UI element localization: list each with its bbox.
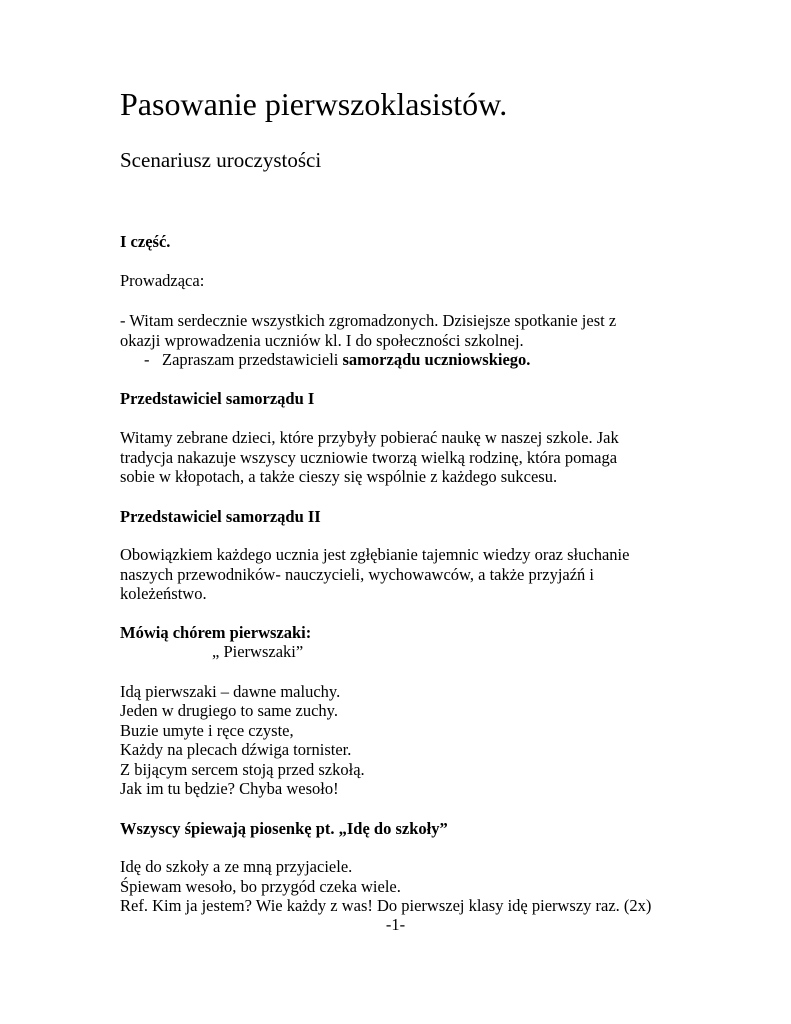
rep2-line-1: Obowiązkiem każdego ucznia jest zgłębianie tajemnic wiedzy oraz słuchanie: [120, 545, 630, 564]
part-heading: I część.: [120, 232, 171, 251]
poem-line-5: Z bijącym sercem stoją przed szkołą.: [120, 760, 365, 779]
rep2-line-2: naszych przewodników- nauczycieli, wychowawców, a także przyjaźń i: [120, 565, 595, 584]
rep1-line-1: Witamy zebrane dzieci, które przybyły pobierać naukę w naszej szkole. Jak: [120, 428, 619, 447]
document-subtitle: Scenariusz uroczystości: [120, 148, 322, 172]
intro-line-2: okazji wprowadzenia uczniów kl. I do społeczności szkolnej.: [120, 331, 524, 350]
rep1-heading: Przedstawiciel samorządu I: [120, 389, 315, 408]
poem-title: „ Pierwszaki”: [212, 642, 304, 661]
document-title: Pasowanie pierwszoklasistów.: [120, 86, 508, 122]
bullet-dash: -: [144, 350, 150, 369]
rep2-heading: Przedstawiciel samorządu II: [120, 507, 321, 526]
bullet-bold-text: samorządu uczniowskiego.: [342, 350, 531, 369]
intro-line-1: - Witam serdecznie wszystkich zgromadzonych. Dzisiejsze spotkanie jest z: [120, 311, 617, 330]
rep2-line-3: koleżeństwo.: [120, 584, 207, 603]
bullet-text: Zapraszam przedstawicieli: [162, 350, 343, 369]
page-number: -1-: [385, 915, 406, 934]
song-line-1: Idę do szkoły a ze mną przyjaciele.: [120, 857, 353, 876]
chorus-heading: Mówią chórem pierwszaki:: [120, 623, 312, 642]
bullet-content: [162, 350, 530, 370]
song-heading: Wszyscy śpiewają piosenkę pt. „Idę do szkoły”: [120, 819, 448, 838]
song-line-3: Ref. Kim ja jestem? Wie każdy z was! Do pierwszej klasy idę pierwszy raz. (2x): [120, 896, 652, 915]
poem-line-2: Jeden w drugiego to same zuchy.: [120, 701, 338, 720]
rep1-line-3: sobie w kłopotach, a także cieszy się wspólnie z każdego sukcesu.: [120, 467, 558, 486]
song-line-2: Śpiewam wesoło, bo przygód czeka wiele.: [120, 877, 401, 896]
rep1-line-2: tradycja nakazuje wszyscy uczniowie tworzą wielką rodzinę, która pomaga: [120, 448, 618, 467]
host-label: Prowadząca:: [120, 271, 205, 290]
poem-line-3: Buzie umyte i ręce czyste,: [120, 721, 294, 740]
poem-line-1: Idą pierwszaki – dawne maluchy.: [120, 682, 341, 701]
poem-line-6: Jak im tu będzie? Chyba wesoło!: [120, 779, 339, 798]
poem-line-4: Każdy na plecach dźwiga tornister.: [120, 740, 352, 759]
